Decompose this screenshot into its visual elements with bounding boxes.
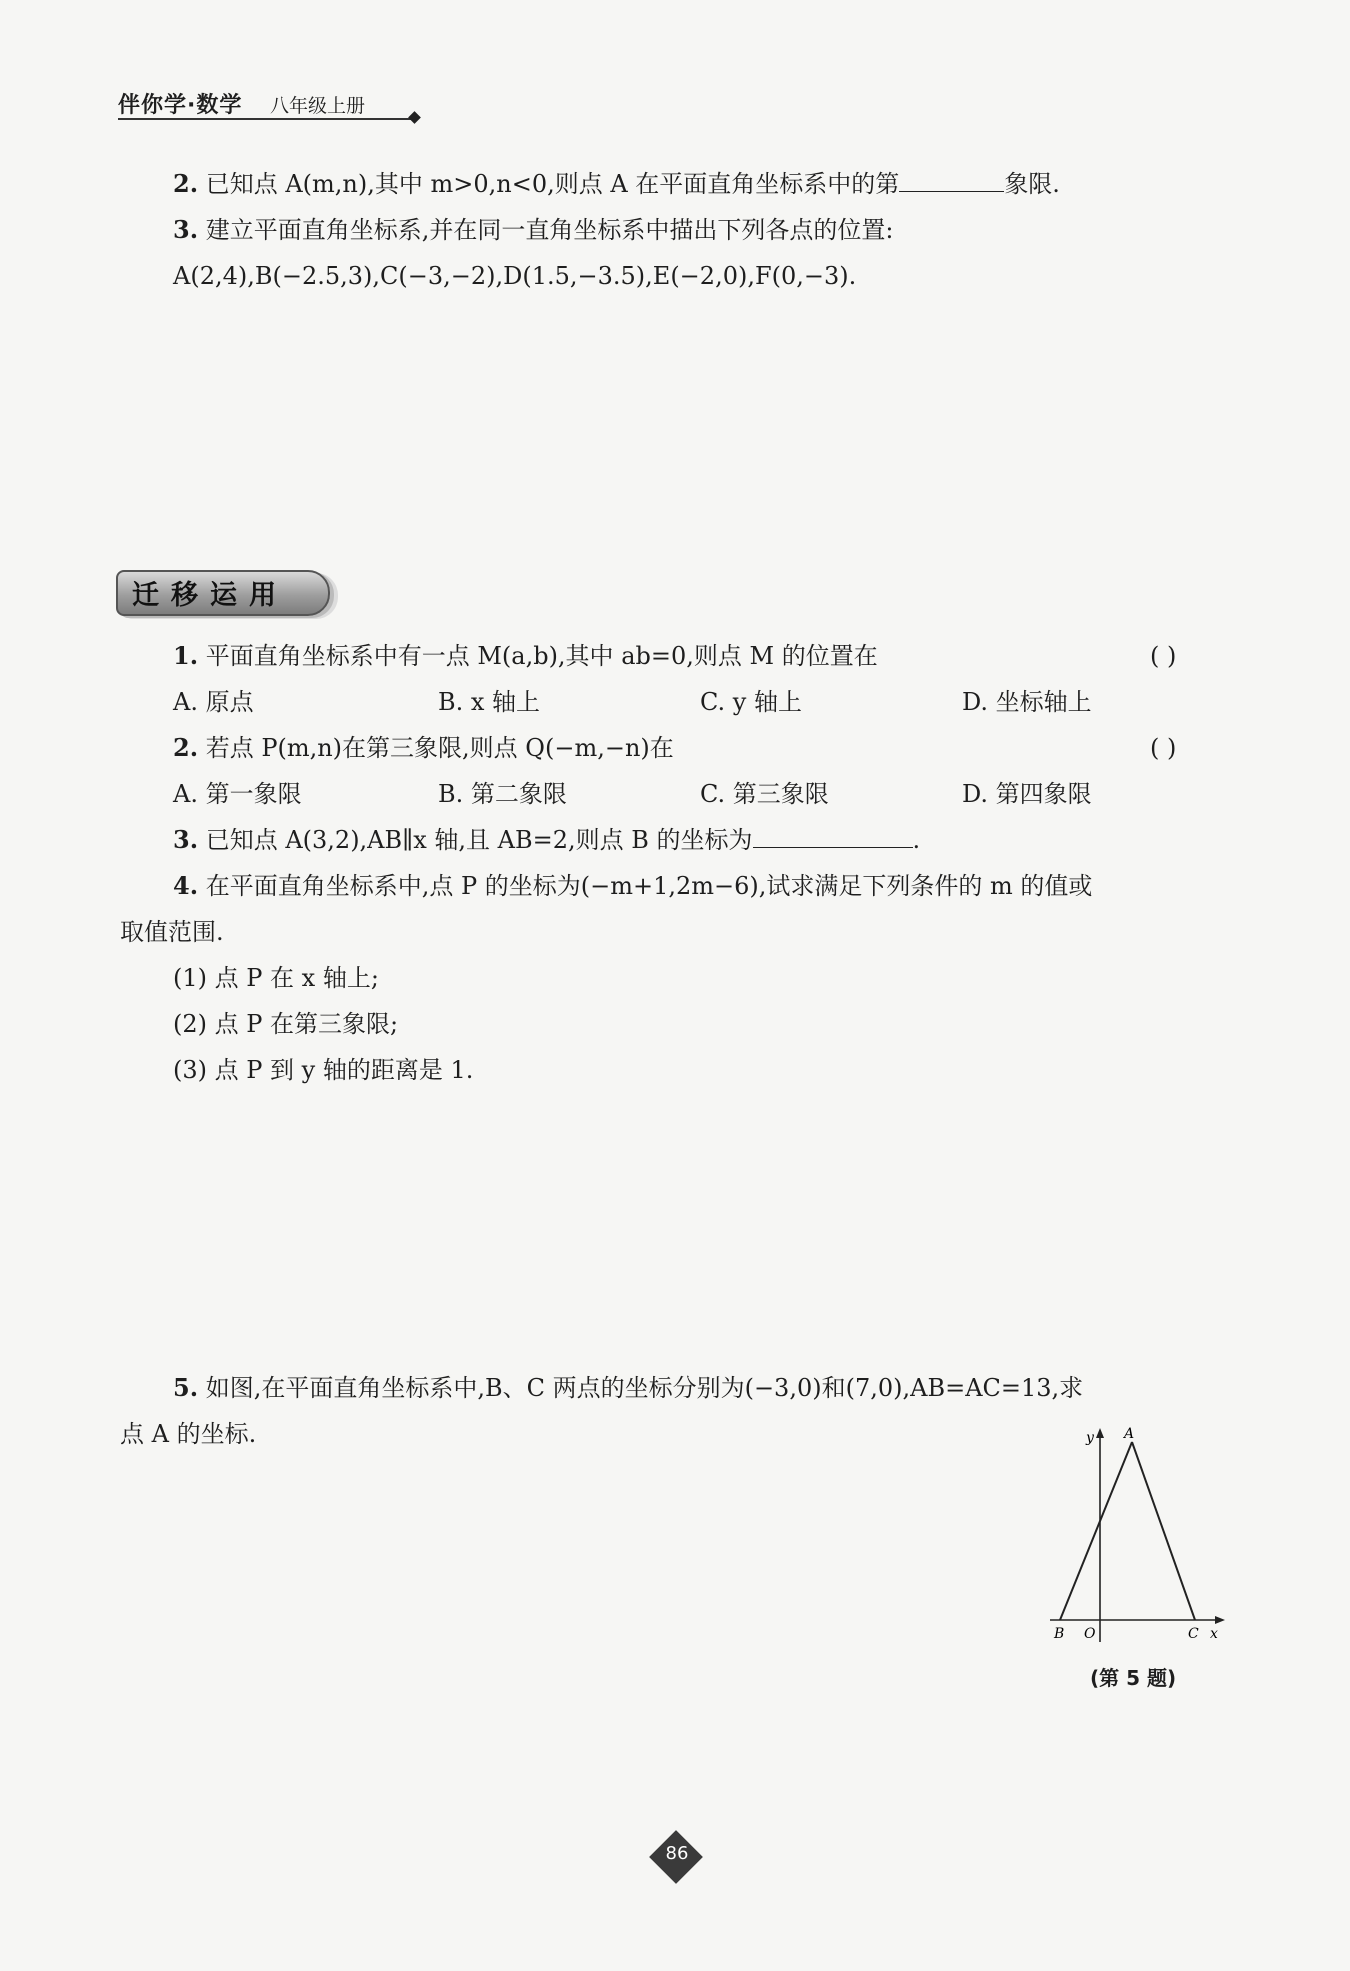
option-a[interactable]: A. 原点 bbox=[173, 688, 254, 716]
section-title: 迁移运用 bbox=[132, 580, 288, 611]
label-c: C bbox=[1188, 1626, 1199, 1642]
question-3: 3. 已知点 A(3,2),AB∥x 轴,且 AB=2,则点 B 的坐标为 . bbox=[173, 825, 921, 854]
question-2: 2. 若点 P(m,n)在第三象限,则点 Q(−m,−n)在 bbox=[173, 733, 674, 762]
top-question-2: 2. 已知点 A(m,n),其中 m>0,n<0,则点 A 在平面直角坐标系中的第 象限. bbox=[173, 169, 1060, 198]
option-b[interactable]: B. 第二象限 bbox=[438, 780, 567, 808]
option-c[interactable]: C. y 轴上 bbox=[700, 688, 802, 716]
question-1: 1. 平面直角坐标系中有一点 M(a,b),其中 ab=0,则点 M 的位置在 bbox=[173, 641, 878, 670]
question-5-cont: 点 A 的坐标. bbox=[120, 1420, 257, 1448]
answer-blank[interactable] bbox=[899, 169, 1004, 192]
y-axis-arrow-icon bbox=[1096, 1428, 1104, 1438]
option-c[interactable]: C. 第三象限 bbox=[700, 780, 829, 808]
label-a: A bbox=[1124, 1426, 1135, 1442]
question-4-item: (1) 点 P 在 x 轴上; bbox=[173, 964, 379, 992]
option-a[interactable]: A. 第一象限 bbox=[173, 780, 302, 808]
question-4-item: (3) 点 P 到 y 轴的距离是 1. bbox=[173, 1056, 474, 1084]
top-question-3-points: A(2,4),B(−2.5,3),C(−3,−2),D(1.5,−3.5),E(−2,0),F(0,−3). bbox=[173, 262, 857, 290]
book-title: 伴你学·数学 bbox=[118, 93, 243, 118]
question-4-item: (2) 点 P 在第三象限; bbox=[173, 1010, 399, 1038]
page-number: 86 bbox=[665, 1843, 689, 1864]
option-d[interactable]: D. 坐标轴上 bbox=[962, 688, 1092, 716]
question-4-cont: 取值范围. bbox=[120, 918, 224, 946]
question-4: 4. 在平面直角坐标系中,点 P 的坐标为(−m+1,2m−6),试求满足下列条件的 m 的值或 bbox=[173, 871, 1093, 900]
top-question-3: 3. 建立平面直角坐标系,并在同一直角坐标系中描出下列各点的位置: bbox=[173, 215, 894, 244]
question-5: 5. 如图,在平面直角坐标系中,B、C 两点的坐标分别为(−3,0)和(7,0),AB=AC=13,求 bbox=[173, 1373, 1084, 1402]
option-b[interactable]: B. x 轴上 bbox=[438, 688, 541, 716]
answer-paren[interactable]: ( ) bbox=[1150, 734, 1177, 762]
answer-blank[interactable] bbox=[753, 825, 913, 848]
header-diamond-icon bbox=[408, 111, 421, 124]
label-o: O bbox=[1084, 1626, 1096, 1642]
label-b: B bbox=[1054, 1626, 1065, 1642]
x-axis-arrow-icon bbox=[1215, 1616, 1225, 1624]
label-y: y bbox=[1086, 1430, 1094, 1446]
label-x: x bbox=[1210, 1626, 1218, 1642]
header-rule bbox=[118, 118, 414, 120]
figure-caption: (第 5 题) bbox=[1090, 1666, 1177, 1690]
side-ac bbox=[1132, 1442, 1195, 1620]
answer-paren[interactable]: ( ) bbox=[1150, 642, 1177, 670]
triangle-figure bbox=[1040, 1420, 1240, 1660]
option-d[interactable]: D. 第四象限 bbox=[962, 780, 1092, 808]
side-ab bbox=[1060, 1442, 1132, 1620]
book-subtitle: 八年级上册 bbox=[270, 95, 366, 117]
